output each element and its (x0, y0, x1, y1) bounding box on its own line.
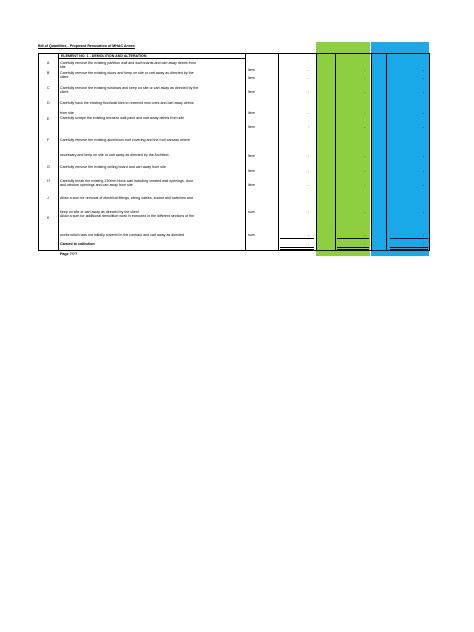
carried-to-collection: Carried to collection (60, 242, 95, 246)
amount-cell: - (308, 183, 310, 187)
amount-cell: - (364, 210, 366, 214)
col-line-unit (278, 53, 279, 251)
item-description: Carefully remove the existing doors and keep on site or cart away as directed by the (60, 71, 194, 75)
amount-cell: - (364, 111, 366, 115)
amount-cell: - (423, 210, 425, 214)
item-unit: sum (248, 210, 255, 214)
total-cell: - (308, 242, 310, 246)
item-unit: Item (248, 154, 255, 158)
item-ref: J (47, 196, 49, 200)
item-description: from site (60, 111, 74, 115)
amount-cell: - (308, 210, 310, 214)
col-line-ref (58, 53, 59, 251)
amount-cell: - (308, 76, 310, 80)
col-line-green-end (371, 53, 372, 251)
amount-cell: - (423, 154, 425, 158)
total-cell: - (423, 242, 425, 246)
amount-cell: - (364, 90, 366, 94)
amount-cell: - (364, 169, 366, 173)
item-unit: Item (248, 76, 255, 80)
item-description: Carefully remove the existing ceiling board and cart away from site (60, 165, 166, 169)
item-ref: G (47, 165, 50, 169)
total-rule (390, 238, 428, 239)
item-description: Carefully remove the existing aluminium roof covering and the roof carcass where (60, 138, 190, 142)
item-description: Carefully hack the existing floor/wall tiles to received new ones and cart away debris (60, 101, 194, 105)
amount-cell: - (364, 125, 366, 129)
amount-cell: - (308, 125, 310, 129)
total-double-rule (390, 249, 428, 250)
element-heading: ELEMENT NO. 1 - DEMOLITION AND ALTERATION (61, 54, 147, 58)
amount-cell: - (423, 76, 425, 80)
col-line-green-mid (335, 53, 336, 251)
amount-cell: - (423, 169, 425, 173)
amount-cell: - (308, 154, 310, 158)
item-unit: Item (248, 90, 255, 94)
amount-cell: - (308, 169, 310, 173)
page-label: Page ?/?? (60, 252, 78, 256)
amount-cell: - (364, 154, 366, 158)
amount-cell: - (364, 183, 366, 187)
item-ref: E (47, 117, 50, 121)
item-description: Carefully remove the existing partition wall and wall boards and cart away debris from (60, 61, 196, 65)
item-description: Allow a sum for removal of electrical fittings, wiring cables, socket and switches and (60, 196, 193, 200)
heading-rule (58, 58, 245, 59)
amount-cell: - (308, 68, 310, 72)
item-unit: Item (248, 125, 255, 129)
item-ref: C (47, 86, 50, 90)
amount-cell: - (423, 68, 425, 72)
item-description: client (60, 90, 69, 94)
item-unit: Item (248, 68, 255, 72)
col-line-desc (245, 53, 246, 251)
item-description: works which was not initially covered in the contract and cart away as directed (60, 233, 185, 237)
item-description: Carefully remove the existing windows and keep on site or cart away as directed by the (60, 86, 199, 90)
item-description: Carefully scrape the existing terrazzo wall paint and cart away debris from site (60, 116, 185, 120)
amount-cell: - (423, 183, 425, 187)
total-double-rule (337, 249, 369, 250)
item-ref: A (47, 61, 50, 65)
item-unit: Item (248, 169, 255, 173)
amount-cell: - (423, 233, 425, 237)
item-description: keep on site or cart away as directed by the client (60, 210, 139, 214)
item-ref: H (47, 179, 50, 183)
amount-cell: - (364, 233, 366, 237)
amount-cell: - (423, 111, 425, 115)
total-double-rule (280, 249, 314, 250)
amount-cell: - (423, 125, 425, 129)
item-description: Allow a sum for additional demolition work in executed in the different sections of the (60, 214, 195, 218)
col-line-qty (316, 53, 317, 251)
item-description: client (60, 75, 69, 79)
total-rule (280, 238, 314, 239)
total-rule (337, 238, 369, 239)
amount-cell: - (364, 76, 366, 80)
amount-cell: - (308, 111, 310, 115)
document-title: Bill of Quantities - Proposed Renovation of MHAC Annex (38, 44, 135, 48)
item-description: necessary and keep on site or cart away as directed by the Architect. (60, 153, 170, 157)
item-unit: sum (248, 233, 255, 237)
item-ref: F (47, 138, 50, 142)
amount-cell: - (308, 90, 310, 94)
item-ref: D (47, 101, 50, 105)
col-line-blue-mid (386, 53, 387, 251)
total-cell: - (364, 242, 366, 246)
amount-cell: - (364, 68, 366, 72)
item-description: Carefully break the existing 230mm block wall including created wall openings, door (60, 179, 194, 183)
item-ref: B (47, 71, 50, 75)
item-description: and window openings and cart away from site (60, 183, 133, 187)
item-ref: K (47, 216, 50, 220)
amount-cell: - (308, 233, 310, 237)
item-unit: Item (248, 183, 255, 187)
item-description: site (60, 65, 66, 69)
amount-cell: - (423, 90, 425, 94)
item-unit: Item (248, 111, 255, 115)
